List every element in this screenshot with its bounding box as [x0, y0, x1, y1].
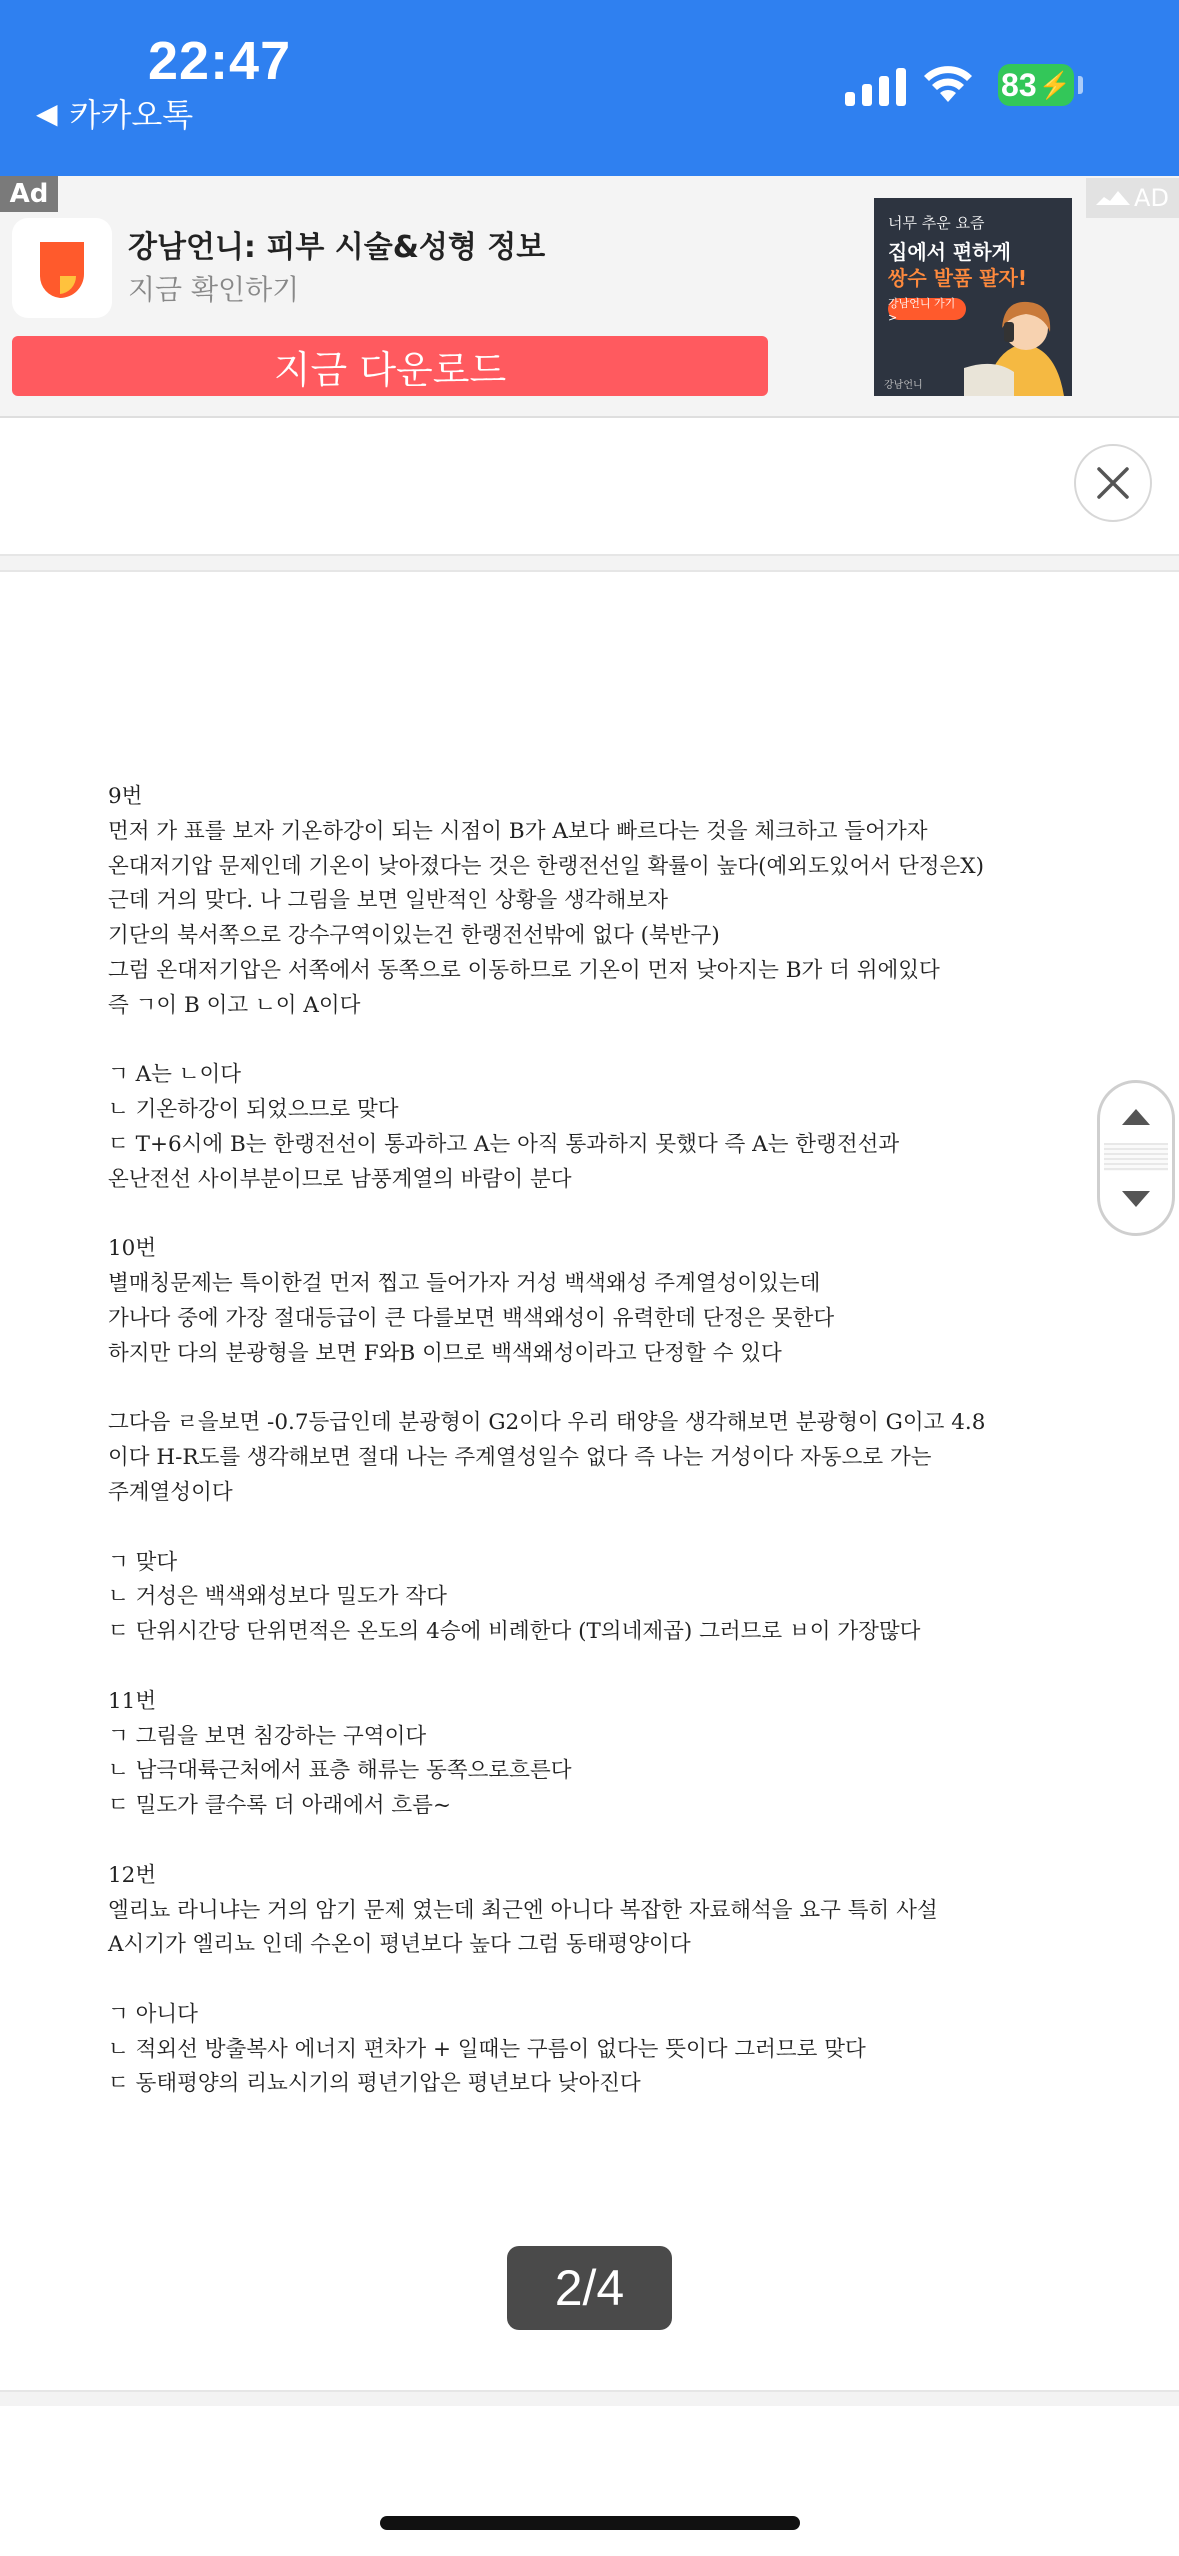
battery-cap [1078, 76, 1083, 94]
document-line: ㄷ 단위시간당 단위면적은 온도의 4승에 비례한다 (T의네제곱) 그러므로 ㅂ이 가장많다 [108, 1619, 921, 1645]
document-line: ㄱ 아니다 [108, 2001, 198, 2027]
ad-choices-badge[interactable] [1086, 178, 1179, 218]
ad-corner-label: AD [1134, 184, 1169, 212]
section-divider [0, 556, 1179, 572]
document-line: 엘리뇨 라니냐는 거의 암기 문제 였는데 최근엔 아니다 복잡한 자료해석을 요구 특히 사설 [108, 1897, 938, 1923]
scroll-grip[interactable] [1104, 1143, 1168, 1171]
status-bar [0, 0, 1179, 176]
status-time: 22:47 [148, 31, 292, 91]
document-line: A시기가 엘리뇨 인데 수온이 평년보다 높다 그럼 동태평양이다 [108, 1932, 691, 1958]
blank-line [108, 1511, 1068, 1546]
document-line: 10번 [108, 1236, 157, 1262]
ad-image[interactable] [874, 198, 1072, 396]
document-line: ㄴ 적외선 방출복사 에너지 편차가 + 일때는 구름이 없다는 뜻이다 그러므로 맞다 [108, 2036, 866, 2062]
document-line: 온난전선 사이부분이므로 남풍계열의 바람이 분다 [108, 1166, 572, 1192]
ad-banner[interactable] [0, 176, 1179, 418]
document-line: ㄱ A는 ㄴ이다 [108, 1062, 242, 1088]
document-line: 기단의 북서쪽으로 강수구역이있는건 한랭전선밖에 없다 (북반구) [108, 923, 720, 949]
document-line: 별매칭문제는 특이한걸 먼저 찝고 들어가자 거성 백색왜성 주계열성이있는데 [108, 1271, 821, 1297]
scroll-down-button[interactable] [1100, 1171, 1172, 1227]
document-line: 11번 [108, 1688, 157, 1714]
wifi-icon [922, 62, 974, 104]
document-line: 먼저 가 표를 보자 기온하강이 되는 시점이 B가 A보다 빠르다는 것을 체크하고 들어가자 [108, 818, 928, 844]
ad-image-button: 강남언니 가기 > [888, 298, 966, 320]
battery-level: 83 [1001, 66, 1037, 103]
document-line: 9번 [108, 784, 143, 809]
back-triangle-icon: ◀ [36, 96, 58, 130]
ad-app-subtitle[interactable]: 지금 확인하기 [128, 273, 300, 306]
document-line: ㄱ 맞다 [108, 1549, 178, 1575]
document-line: 온대저기압 문제인데 기온이 낮아졌다는 것은 한랭전선일 확률이 높다(예외도있어서 단정은X) [108, 853, 984, 879]
blank-line [108, 1024, 1068, 1059]
back-label: 카카오톡 [69, 96, 194, 134]
ad-image-line2: 집에서 편하게 [888, 240, 1011, 264]
blank-line [108, 1198, 1068, 1233]
close-row [0, 418, 1179, 556]
document-line: 주계열성이다 [108, 1479, 233, 1505]
home-indicator[interactable] [380, 2516, 800, 2530]
document-line: 가나다 중에 가장 절대등급이 큰 다를보면 백색왜성이 유력한데 단정은 못한다 [108, 1305, 835, 1331]
document-line: ㄷ 밀도가 클수록 더 아래에서 흐름~ [108, 1793, 451, 1819]
blank-line [108, 1372, 1068, 1407]
ad-choices-icon [1096, 189, 1130, 207]
download-button[interactable]: 지금 다운로드 [12, 336, 768, 396]
scroll-up-button[interactable] [1100, 1089, 1172, 1145]
blank-line [108, 1963, 1068, 1998]
back-to-kakaotalk-link[interactable] [36, 90, 193, 136]
document-line: 이다 H-R도를 생각해보면 절대 나는 주계열성일수 없다 즉 나는 거성이다 자동으로 가는 [108, 1445, 932, 1471]
document-line: 근데 거의 맞다. 나 그림을 보면 일반적인 상황을 생각해보자 [108, 888, 668, 914]
triangle-up-icon [1120, 1107, 1152, 1127]
document-line: ㄴ 거성은 백색왜성보다 밀도가 작다 [108, 1584, 447, 1610]
document-line: ㄴ 기온하강이 되었으므로 맞다 [108, 1097, 399, 1123]
page-scroll-control[interactable] [1097, 1080, 1175, 1236]
document-line: 즉 ㄱ이 B 이고 ㄴ이 A이다 [108, 992, 361, 1018]
document-line: 하지만 다의 분광형을 보면 F와B 이므로 백색왜성이라고 단정할 수 있다 [108, 1340, 782, 1366]
document-line: ㄱ 그림을 보면 침강하는 구역이다 [108, 1723, 427, 1749]
ad-app-title[interactable]: 강남언니: 피부 시술&성형 정보 [128, 230, 546, 265]
ad-image-footer: 강남언니 [884, 380, 923, 391]
document-page [108, 780, 1068, 2102]
document-line: 그다음 ㄹ을보면 -0.7등급인데 분광형이 G2이다 우리 태양을 생각해보면 분광형이 G이고 4.8 [108, 1410, 986, 1436]
document-line: 그럼 온대저기압은 서쪽에서 동쪽으로 이동하므로 기온이 먼저 낮아지는 B가 더 위에있다 [108, 957, 940, 983]
gangnam-unni-logo-icon [12, 218, 112, 318]
triangle-down-icon [1120, 1189, 1152, 1209]
close-icon [1096, 466, 1130, 500]
document-line: ㄷ T+6시에 B는 한랭전선이 통과하고 A는 아직 통과하지 못했다 즉 A는 한랭전선과 [108, 1131, 900, 1157]
page-indicator: 2/4 [507, 2246, 672, 2330]
ad-image-line3: 쌍수 발품 팔자! [888, 266, 1027, 290]
document-line: ㄴ 남극대륙근처에서 표층 해류는 동쪽으로흐른다 [108, 1758, 572, 1784]
document-line: ㄷ 동태평양의 리뇨시기의 평년기압은 평년보다 낮아진다 [108, 2071, 641, 2097]
ad-badge: Ad [0, 176, 58, 212]
app-icon[interactable] [12, 218, 112, 318]
document-line: 12번 [108, 1862, 157, 1888]
woman-illustration-icon [964, 288, 1072, 396]
close-button[interactable] [1074, 444, 1152, 522]
bottom-divider [0, 2390, 1179, 2406]
ad-image-line1: 너무 추운 요즘 [888, 214, 985, 232]
blank-line [108, 1650, 1068, 1685]
charging-bolt-icon: ⚡ [1038, 69, 1071, 100]
battery-indicator [998, 64, 1074, 106]
cellular-signal-icon [845, 66, 906, 106]
blank-line [108, 1824, 1068, 1859]
